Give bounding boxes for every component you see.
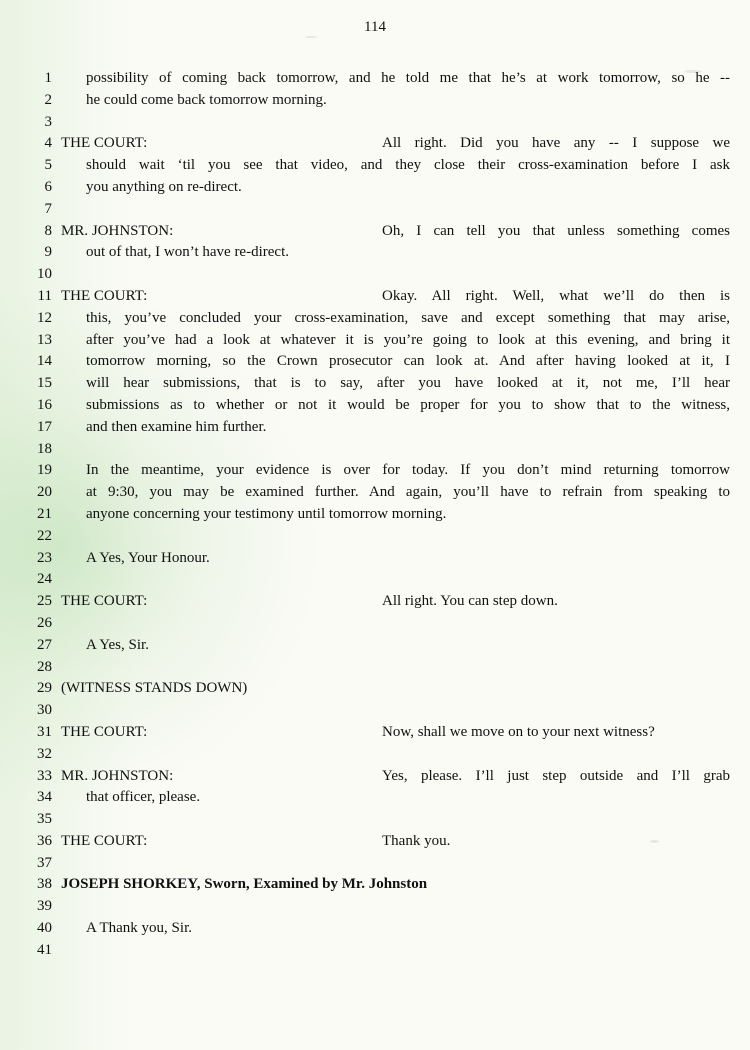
transcript-text: tomorrow morning, so the Crown prosecutor can look at. And after having looked at it, I [86, 353, 730, 370]
line-number: 13 [37, 331, 52, 348]
line-number: 32 [37, 745, 52, 762]
transcript-line [30, 133, 730, 155]
line-number: 24 [37, 571, 52, 588]
page-number: 114 [364, 19, 386, 35]
transcript-line [30, 809, 730, 831]
speech-text: All right. You can step down. [382, 593, 558, 610]
transcript-text: he could come back tomorrow morning. [86, 91, 327, 108]
transcript-line [30, 657, 730, 679]
speaker-label: THE COURT: [61, 135, 148, 152]
line-number: 38 [37, 876, 52, 893]
transcript-line [30, 417, 730, 439]
transcript-text: at 9:30, you may be examined further. And again, you’ll have to refrain from speaking to [86, 484, 730, 501]
line-number: 11 [37, 287, 52, 304]
line-number: 40 [37, 920, 52, 937]
line-number: 7 [44, 200, 52, 217]
line-number: 39 [37, 898, 52, 915]
line-number: 9 [44, 244, 52, 261]
speaker-label: MR. JOHNSTON: [61, 222, 174, 239]
speech-text: Oh, I can tell you that unless something comes [382, 222, 730, 239]
line-number: 14 [37, 353, 52, 370]
transcript-text: In the meantime, your evidence is over for today. If you don’t mind returning tomorrow [86, 462, 730, 479]
speaker-label: THE COURT: [61, 832, 148, 849]
line-number: 28 [37, 658, 52, 675]
transcript-line [30, 744, 730, 766]
line-number: 12 [37, 309, 52, 326]
line-number: 23 [37, 549, 52, 566]
transcript-text: and then examine him further. [86, 418, 267, 435]
transcript-line [30, 787, 730, 809]
transcript-line [30, 613, 730, 635]
transcript-body [30, 68, 730, 962]
transcript-line [30, 221, 730, 243]
transcript-line [30, 90, 730, 112]
transcript-line [30, 395, 730, 417]
transcript-text: anyone concerning your testimony until tomorrow morning. [86, 505, 447, 522]
transcript-text: A Thank you, Sir. [86, 920, 192, 937]
transcript-line [30, 766, 730, 788]
transcript-line [30, 504, 730, 526]
transcript-text: will hear submissions, that is to say, after you have looked at it, not me, I’ll hear [86, 375, 730, 392]
line-number: 22 [37, 527, 52, 544]
line-number: 27 [37, 636, 52, 653]
speaker-label: THE COURT: [61, 287, 148, 304]
line-number: 35 [37, 811, 52, 828]
line-number: 34 [37, 789, 52, 806]
speech-text: Yes, please. I’ll just step outside and I’ll grab [382, 767, 730, 784]
line-number: 29 [37, 680, 52, 697]
transcript-line [30, 722, 730, 744]
transcript-line [30, 264, 730, 286]
transcript-text: should wait ‘til you see that video, and they close their cross-examination before I ask [86, 157, 730, 174]
stage-direction: (WITNESS STANDS DOWN) [61, 680, 248, 697]
line-number: 18 [37, 440, 52, 457]
line-number: 31 [37, 723, 52, 740]
line-number: 15 [37, 375, 52, 392]
line-number: 36 [37, 832, 52, 849]
speech-text: Now, shall we move on to your next witness? [382, 723, 655, 740]
line-number: 10 [37, 266, 52, 283]
transcript-line [30, 853, 730, 875]
transcript-line [30, 68, 730, 90]
line-number: 6 [44, 178, 52, 195]
speech-text: Okay. All right. Well, what we’ll do then is [382, 287, 730, 304]
transcript-text: submissions as to whether or not it would be proper for you to show that to the witness, [86, 396, 730, 413]
transcript-text: that officer, please. [86, 789, 201, 806]
line-number: 21 [37, 505, 52, 522]
transcript-text: after you’ve had a look at whatever it is you’re going to look at this evening, and bring it [86, 331, 730, 348]
transcript-line [30, 112, 730, 134]
line-number: 19 [37, 462, 52, 479]
speaker-label: THE COURT: [61, 593, 148, 610]
transcript-text: A Yes, Your Honour. [86, 549, 210, 566]
transcript-line [30, 896, 730, 918]
line-number: 16 [37, 396, 52, 413]
line-number: 3 [44, 113, 52, 130]
speaker-label: MR. JOHNSTON: [61, 767, 174, 784]
line-number: 1 [44, 70, 52, 86]
line-number: 41 [37, 941, 52, 958]
transcript-line [30, 155, 730, 177]
transcript-line [30, 591, 730, 613]
transcript-line [30, 242, 730, 264]
line-number: 37 [37, 854, 52, 871]
transcript-line [30, 569, 730, 591]
line-number: 5 [44, 157, 52, 174]
transcript-line [30, 678, 730, 700]
transcript-line [30, 351, 730, 373]
transcript-line [30, 548, 730, 570]
scan-mark [305, 36, 317, 38]
line-number: 8 [44, 222, 52, 239]
line-number: 4 [44, 135, 52, 152]
transcript-text: out of that, I won’t have re-direct. [86, 244, 289, 261]
transcript-line [30, 373, 730, 395]
transcript-line [30, 482, 730, 504]
line-number: 30 [37, 702, 52, 719]
transcript-text: A Yes, Sir. [86, 636, 149, 653]
line-number: 25 [37, 593, 52, 610]
transcript-line [30, 308, 730, 330]
transcript-line [30, 874, 730, 896]
line-number: 17 [37, 418, 52, 435]
transcript-line [30, 330, 730, 352]
transcript-line [30, 940, 730, 962]
line-number: 26 [37, 614, 52, 631]
transcript-line [30, 831, 730, 853]
transcript-line [30, 177, 730, 199]
transcript-line [30, 460, 730, 482]
line-number: 33 [37, 767, 52, 784]
transcript-text: this, you’ve concluded your cross-examination, save and except something that may arise, [86, 309, 730, 326]
transcript-text: you anything on re-direct. [86, 178, 242, 195]
speaker-label: THE COURT: [61, 723, 148, 740]
speech-text: All right. Did you have any -- I suppose we [382, 135, 730, 152]
transcript-line [30, 439, 730, 461]
line-number: 2 [44, 91, 52, 108]
transcript-line [30, 199, 730, 221]
transcript-line [30, 526, 730, 548]
transcript-line [30, 635, 730, 657]
transcript-line [30, 918, 730, 940]
speech-text: Thank you. [382, 832, 451, 849]
transcript-line [30, 286, 730, 308]
transcript-text: possibility of coming back tomorrow, and he told me that he’s at work tomorrow, so he -- [86, 70, 730, 86]
witness-heading: JOSEPH SHORKEY, Sworn, Examined by Mr. Johnston [61, 876, 428, 893]
line-number: 20 [37, 484, 52, 501]
transcript-line [30, 700, 730, 722]
